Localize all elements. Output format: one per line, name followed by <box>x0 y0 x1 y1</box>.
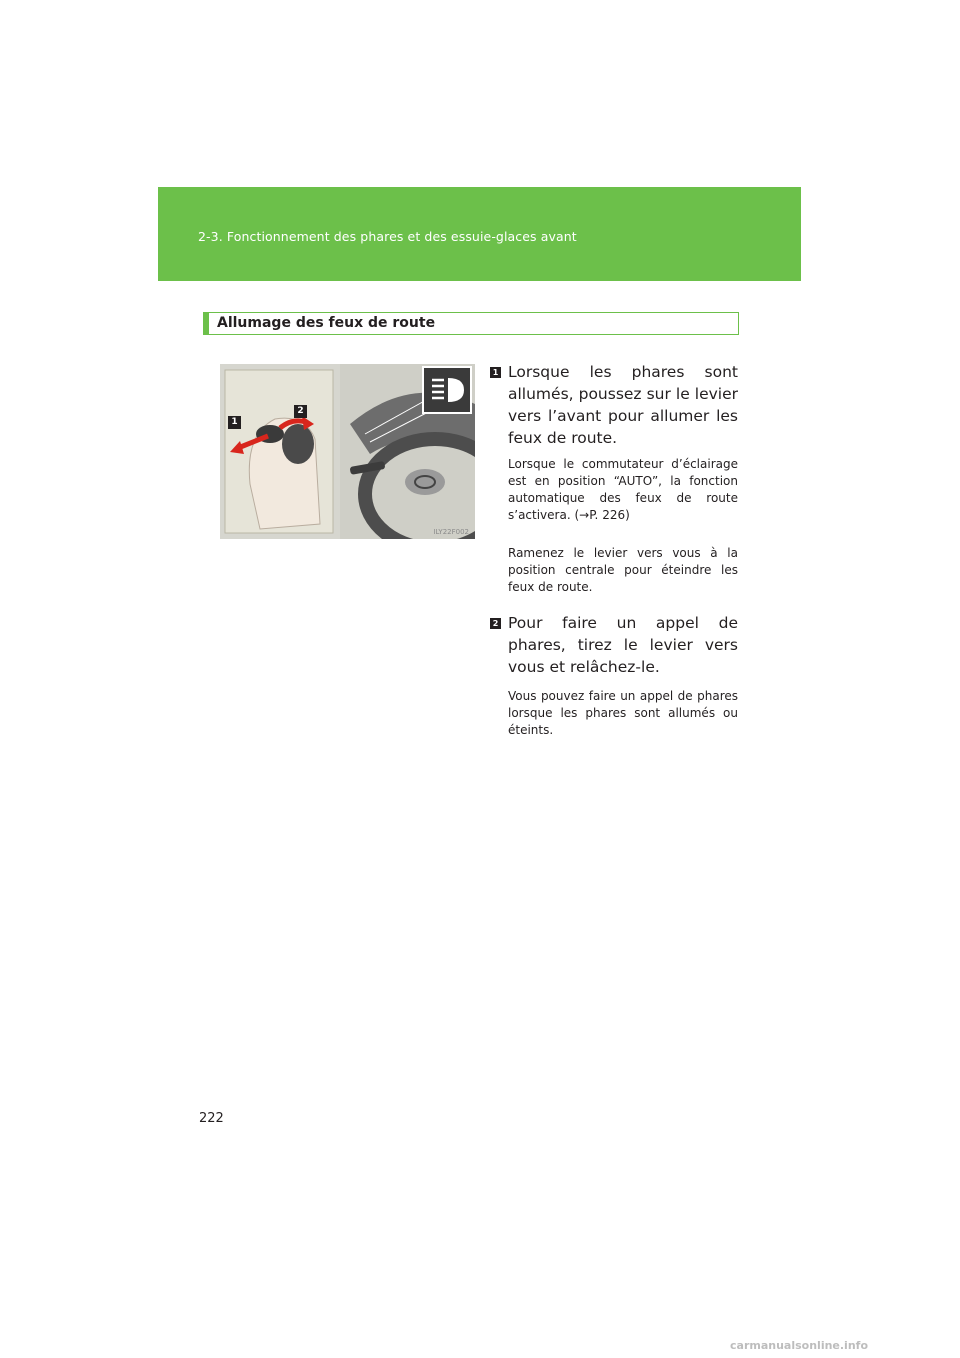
step-1-text: Lorsque les phares sont allumés, poussez sur le levier vers l’avant pour allumer les feux de route. <box>508 363 738 447</box>
section-title: Allumage des feux de route <box>217 315 436 331</box>
section-heading <box>203 312 739 335</box>
figure-callout-2: 2 <box>294 405 307 418</box>
figure-code: ILY22F002 <box>433 528 469 536</box>
page-number: 222 <box>199 1111 224 1126</box>
step-1-note-1: Lorsque le commutateur d’éclairage est en position “AUTO”, la fonction automatique des feux de route s’activera. (→P. 226) <box>508 457 738 522</box>
step-1-note-2: Ramenez le levier vers vous à la position centrale pour éteindre les feux de route. <box>508 546 738 594</box>
step-2-note-1: Vous pouvez faire un appel de phares lorsque les phares sont allumés ou éteints. <box>508 689 738 737</box>
breadcrumb: 2-3. Fonctionnement des phares et des essuie-glaces avant <box>198 229 577 244</box>
step-2-number: 2 <box>490 618 501 629</box>
footer-watermark: carmanualsonline.info <box>730 1339 868 1352</box>
section-marker <box>203 312 209 335</box>
illustration <box>220 364 475 539</box>
step-1-number: 1 <box>490 367 501 378</box>
chapter-header <box>158 187 801 281</box>
figure-callout-1: 1 <box>228 416 241 429</box>
step-2-text: Pour faire un appel de phares, tirez le levier vers vous et relâchez-le. <box>508 614 738 676</box>
lever-illustration <box>220 364 475 539</box>
